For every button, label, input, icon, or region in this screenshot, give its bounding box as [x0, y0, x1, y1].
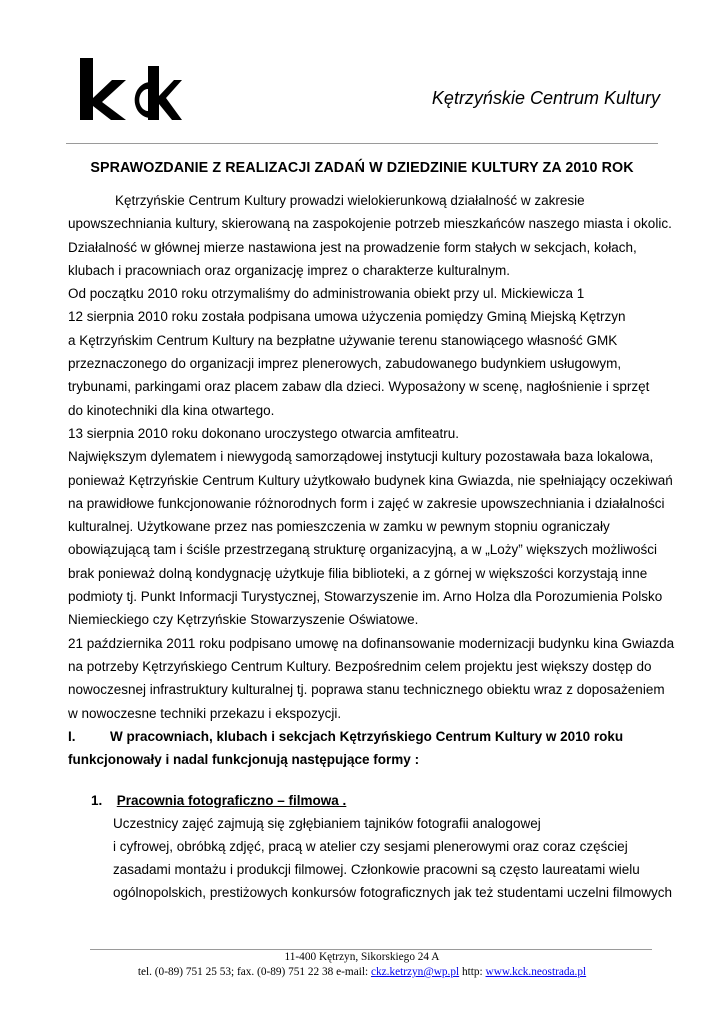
body-line: upowszechniania kultury, skierowaną na zaspokojenie potrzeb mieszkańców naszego miasta i okolic. — [68, 216, 672, 232]
footer-http-label: http: — [461, 966, 483, 978]
body-line: w nowoczesne techniki przekazu i ekspozycji. — [68, 705, 342, 721]
body-line: na prawidłowe funkcjonowanie różnorodnych form i zajęć w zakresie upowszechniania i działalności — [68, 495, 665, 511]
org-name: Kętrzyńskie Centrum Kultury — [431, 88, 660, 108]
section-heading — [68, 725, 678, 748]
body-line: 12 sierpnia 2010 roku została podpisana umowa użyczenia pomiędzy Gminą Miejską Kętrzyn — [68, 309, 626, 325]
body-line: 13 sierpnia 2010 roku dokonano uroczystego otwarcia amfiteatru. — [68, 425, 459, 441]
list-item-line: Uczestnicy zajęć zajmują się zgłębianiem tajników fotografii analogowej — [113, 816, 541, 831]
kck-logo-icon — [80, 58, 182, 128]
body-line: brak ponieważ dolną kondygnację użytkuje filia biblioteki, a z górnej w większości korzystają inne — [68, 565, 648, 581]
body-line: Od początku 2010 roku otrzymaliśmy do administrowania obiekt przy ul. Mickiewicza 1 — [68, 286, 585, 302]
email-link[interactable]: ckz.ketrzyn@wp.pl — [370, 966, 460, 978]
header-divider — [66, 143, 658, 144]
body-line: 21 października 2011 roku podpisano umowę na dofinansowanie modernizacji budynku kina Gwiazda — [68, 635, 675, 651]
body-line: a Kętrzyńskim Centrum Kultury na bezpłatne używanie terenu stanowiącego własność GMK — [68, 332, 618, 348]
list-item-body — [113, 812, 683, 904]
section-heading-line2: funkcjonowały i nadal funkcjonują następujące formy : — [68, 752, 420, 768]
footer-phone: tel. (0-89) 751 25 53; fax. (0-89) 751 22 38 e-mail: — [137, 966, 369, 978]
body-line: Niemieckiego czy Kętrzyńskie Stowarzyszenie Oświatowe. — [68, 612, 419, 628]
document-title: SPRAWOZDANIE Z REALIZACJI ZADAŃ W DZIEDZINIE KULTURY ZA 2010 ROK — [90, 160, 634, 176]
body-line: podmioty tj. Punkt Informacji Turystycznej, Stowarzyszenie im. Arno Holza dla Porozumienia Polsko — [68, 589, 663, 605]
section-number: I. — [68, 728, 76, 744]
footer-address: 11-400 Kętrzyn, Sikorskiego 24 A — [284, 951, 440, 963]
section-heading-line1: W pracowniach, klubach i sekcjach Kętrzyńskiego Centrum Kultury w 2010 roku — [110, 728, 624, 744]
list-item-number: 1. — [91, 793, 103, 808]
footer-contact — [0, 965, 724, 980]
body-line: obowiązującą tam i ściśle przestrzeganą strukturę organizacyjną, a w „Loży” większych możliwości — [68, 542, 657, 558]
body-line: na potrzeby Kętrzyńskiego Centrum Kultury. Bezpośrednim celem projektu jest większy dostęp do — [68, 658, 652, 674]
body-line: klubach i pracowniach oraz organizację imprez o charakterze kulturalnym. — [68, 262, 510, 278]
body-line: nowoczesnej infrastruktury kulturalnej tj. poprawa stanu technicznego obiektu wraz z doposażeniem — [68, 682, 665, 698]
body-line: trybunami, parkingami oraz placem zabaw dla dzieci. Wyposażony w scenę, nagłośnienie i sprzęt — [68, 379, 650, 395]
footer — [0, 950, 724, 980]
body-line: Działalność w głównej mierze nastawiona jest na prowadzenie form stałych w sekcjach, kołach, — [68, 239, 637, 255]
body-line: Największym dylematem i niewygodą samorządowej instytucji kultury pozostawała baza lokalowa, — [68, 449, 654, 465]
body-line: do kinotechniki dla kina otwartego. — [68, 402, 275, 418]
list-item-title: Pracownia fotograficzno – filmowa . — [116, 793, 347, 808]
list-item-line: ogólnopolskich, prestiżowych konkursów fotograficznych jak też studentami uczelni filmowych — [113, 885, 673, 900]
body-line: przeznaczonego do organizacji imprez plenerowych, zabudowanego budynkiem usługowym, — [68, 356, 622, 372]
body-line: Kętrzyńskie Centrum Kultury prowadzi wielokierunkową działalność w zakresie — [115, 193, 585, 208]
list-item-heading — [91, 789, 346, 812]
body-line: ponieważ Kętrzyńskie Centrum Kultury użytkowało budynek kina Gwiazda, nie spełniający oczekiwań — [68, 472, 673, 488]
list-item-line: zasadami montażu i produkcji filmowej. Członkowie pracowni są często laureatami wielu — [113, 862, 640, 877]
body-line: kulturalnej. Użytkowane przez nas pomieszczenia w zamku w pewnym stopniu ograniczały — [68, 519, 610, 535]
list-item-line: i cyfrowej, obróbką zdjęć, pracą w atelier czy sesjami plenerowymi oraz coraz częściej — [113, 839, 628, 854]
website-link[interactable]: www.kck.neostrada.pl — [485, 966, 587, 978]
body-text — [68, 189, 678, 771]
